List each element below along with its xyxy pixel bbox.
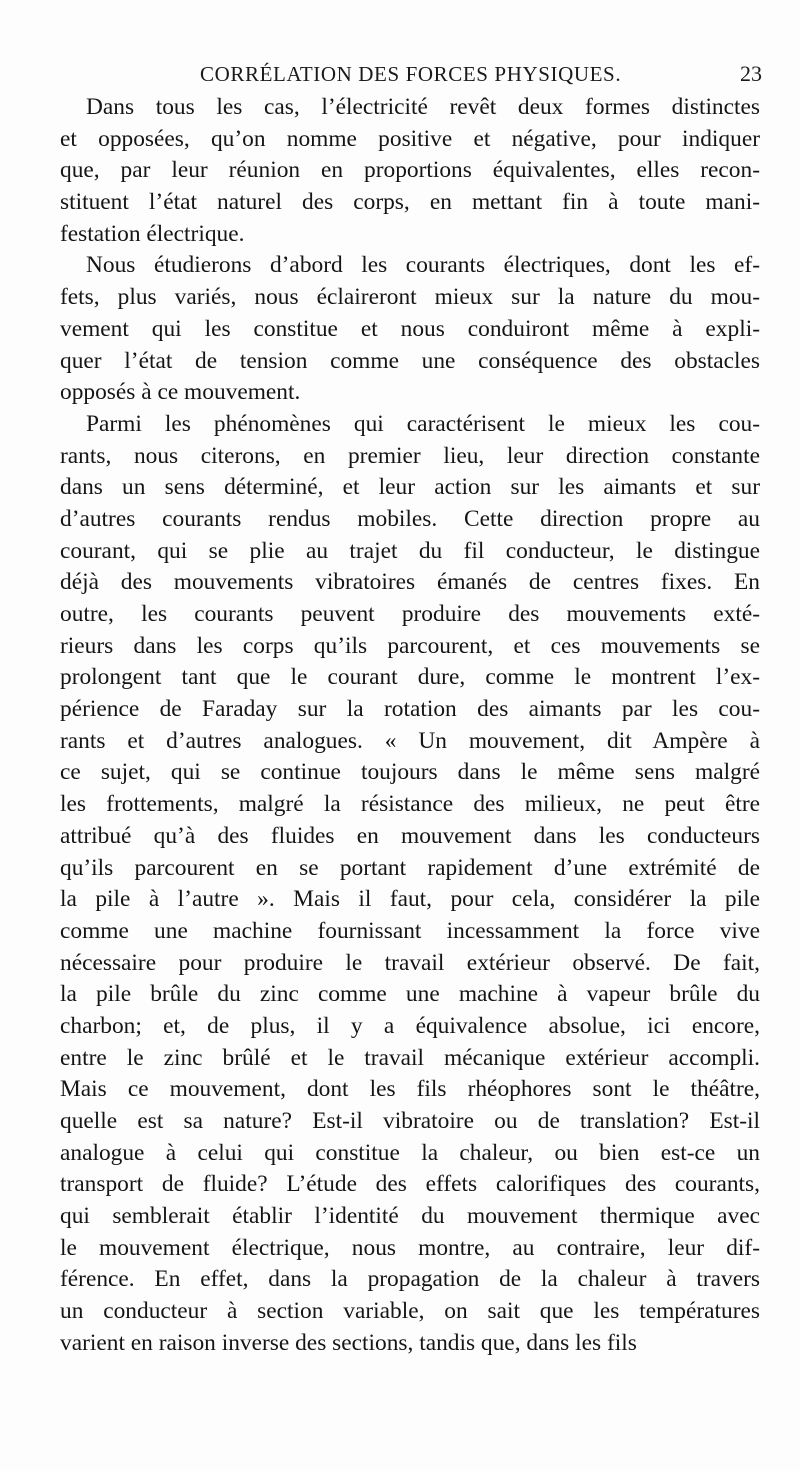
text-line: le mouvement électrique, nous montre, au contraire, leur dif- [60, 1234, 760, 1261]
text-line: nécessaire pour produire le travail extérieur observé. De fait, [60, 949, 760, 976]
text-line: Mais ce mouvement, dont les fils rhéophores sont le théâtre, [60, 1076, 760, 1103]
text-line: transport de fluide? L’étude des effets calorifiques des courants, [60, 1171, 760, 1198]
text-line: Nous étudierons d’abord les courants électriques, dont les ef- [86, 252, 760, 279]
text-line: prolongent tant que le courant dure, comme le montrent l’ex- [60, 664, 760, 691]
text-line: quer l’état de tension comme une conséquence des obstacles [60, 347, 760, 374]
text-line: qui semblerait établir l’identité du mouvement thermique avec [60, 1203, 760, 1230]
text-line: quelle est sa nature? Est-il vibratoire ou de translation? Est-il [60, 1108, 760, 1134]
text-line: opposés à ce mouvement. [60, 379, 301, 406]
text-line: attribué qu’à des fluides en mouvement dans les conducteurs [60, 822, 760, 849]
text-line: qu’ils parcourent en se portant rapidement d’une extrémité de [60, 854, 760, 881]
text-line: varient en raison inverse des sections, tandis que, dans les fils [60, 1329, 637, 1356]
text-line: Parmi les phénomènes qui caractérisent le mieux les cou- [86, 410, 760, 437]
text-line: que, par leur réunion en proportions équivalentes, elles recon- [60, 157, 760, 184]
text-line: festation électrique. [60, 220, 245, 247]
text-line: stituent l’état naturel des corps, en mettant fin à toute mani- [60, 189, 760, 216]
text-line: charbon; et, de plus, il y a équivalence absolue, ici encore, [60, 1012, 760, 1039]
paragraph [60, 250, 760, 408]
paragraph [60, 92, 760, 250]
text-line: entre le zinc brûlé et le travail mécanique extérieur accompli. [60, 1044, 760, 1071]
paragraph [60, 409, 760, 1360]
text-line: un conducteur à section variable, on sait que les températures [60, 1298, 760, 1325]
body-text [60, 92, 760, 1360]
text-line: rants, nous citerons, en premier lieu, leur direction constante [60, 442, 760, 469]
page-number: 23 [740, 61, 762, 86]
text-line: périence de Faraday sur la rotation des aimants par les cou- [60, 696, 760, 723]
text-line: fets, plus variés, nous éclaireront mieux sur la nature du mou- [60, 284, 760, 311]
text-line: férence. En effet, dans la propagation de la chaleur à travers [60, 1266, 760, 1293]
text-line: d’autres courants rendus mobiles. Cette direction propre au [60, 505, 760, 532]
text-line: la pile brûle du zinc comme une machine à vapeur brûle du [60, 981, 760, 1008]
text-line: ce sujet, qui se continue toujours dans le même sens malgré [60, 759, 760, 786]
text-line: rieurs dans les corps qu’ils parcourent, et ces mouvements se [60, 632, 760, 659]
text-line: et opposées, qu’on nomme positive et négative, pour indiquer [60, 125, 760, 152]
text-line: la pile à l’autre ». Mais il faut, pour cela, considérer la pile [60, 886, 760, 913]
text-line: outre, les courants peuvent produire des mouvements exté- [60, 601, 760, 627]
text-line: les frottements, malgré la résistance des milieux, ne peut être [60, 791, 760, 818]
text-line: rants et d’autres analogues. « Un mouvement, dit Ampère à [60, 727, 760, 754]
running-head [60, 58, 772, 90]
text-line: analogue à celui qui constitue la chaleur, ou bien est-ce un [60, 1139, 760, 1166]
text-line: déjà des mouvements vibratoires émanés de centres fixes. En [60, 569, 760, 596]
text-line: dans un sens déterminé, et leur action sur les aimants et sur [60, 474, 760, 501]
text-line: courant, qui se plie au trajet du fil conducteur, le distingue [60, 537, 760, 564]
text-line: Dans tous les cas, l’électricité revêt deux formes distinctes [86, 94, 760, 120]
text-line: comme une machine fournissant incessamment la force vive [60, 917, 760, 944]
running-title: CORRÉLATION DES FORCES PHYSIQUES. [200, 62, 622, 86]
text-line: vement qui les constitue et nous conduiront même à expli- [60, 315, 760, 342]
